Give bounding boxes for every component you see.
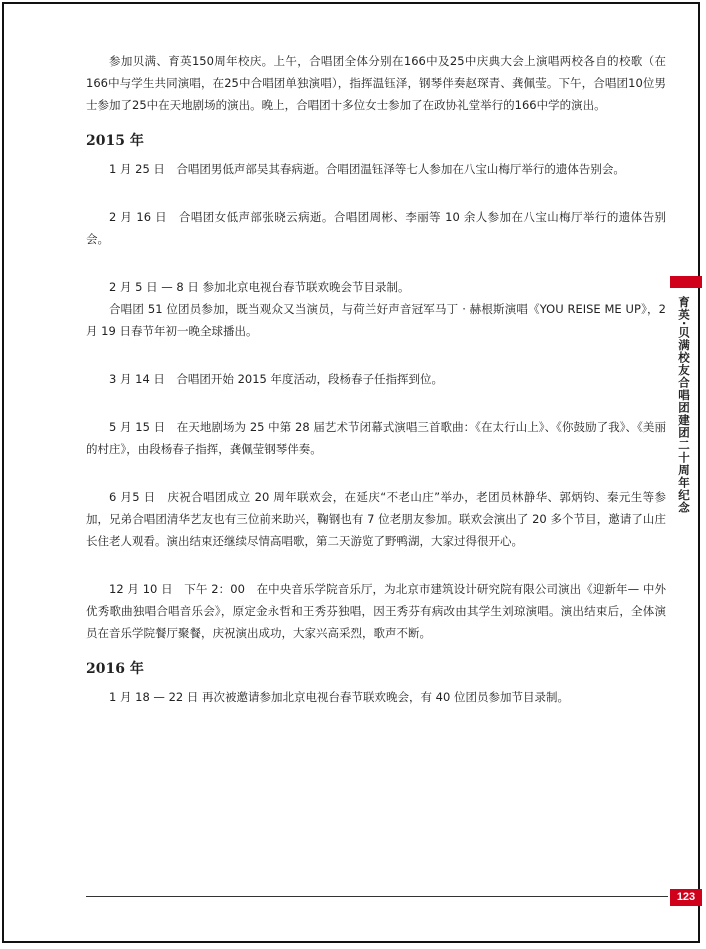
spacer bbox=[86, 180, 666, 206]
year-heading-2016: 2016 年 bbox=[86, 661, 144, 677]
entry-2015-jan25: 1 月 25 日 合唱团男低声部吴其春病逝。合唱团温钰泽等七人参加在八宝山梅厅举行的遗体告别会。 bbox=[109, 162, 625, 176]
footer-rule bbox=[86, 896, 668, 897]
spacer bbox=[86, 390, 666, 416]
entry-2015-feb16: 2 月 16 日 合唱团女低声部张晓云病逝。合唱团周彬、李丽等 10 余人参加在八宝山梅厅举行的遗体告别会。 bbox=[86, 210, 666, 246]
entry-2015-feb5-body: 合唱团 51 位团员参加，既当观众又当演员，与荷兰好声音冠军马丁 · 赫根斯演唱《YOU REISE ME UP》，2 月 19 日春节年初一晚全球播出。 bbox=[86, 302, 666, 338]
spacer bbox=[86, 250, 666, 276]
year-heading-2015: 2015 年 bbox=[86, 133, 144, 149]
entry-2015-may15: 5 月 15 日 在天地剧场为 25 中第 28 届艺术节闭幕式演唱三首歌曲：《在太行山上》、《你鼓励了我》、《美丽的村庄》，由段杨春子指挥，龚佩莹钢琴伴奏。 bbox=[86, 420, 666, 456]
page-number: 123 bbox=[670, 889, 702, 906]
document-page bbox=[2, 2, 700, 943]
page-content bbox=[86, 50, 666, 708]
entry-2015-jun5: 6 月5 日 庆祝合唱团成立 20 周年联欢会，在延庆“不老山庄”举办，老团员林静华、郭炳钧、秦元生等参加，兄弟合唱团清华艺友也有三位前来助兴，鞠钢也有 7 位老朋友参加。联欢会演出了 20 多个节目，邀请了山庄长住老人观看。演出结束还继续尽情高唱歌，第二天游览了野鸭湖，大家过得很开心。 bbox=[86, 490, 666, 548]
spacer bbox=[86, 342, 666, 368]
entry-2016-jan18: 1 月 18 — 22 日 再次被邀请参加北京电视台春节联欢晚会，有 40 位团员参加节目录制。 bbox=[109, 690, 569, 704]
paragraph-anniversary: 参加贝满、育英150周年校庆。上午，合唱团全体分别在166中及25中庆典大会上演唱两校各自的校歌（在166中与学生共同演唱，在25中合唱团单独演唱），指挥温钰泽，钢琴伴奏赵琛青、龚佩莹。下午，合唱团10位男士参加了25中在天地剧场的演出。晚上，合唱团十多位女士参加了在政协礼堂举行的166中学的演出。 bbox=[86, 54, 666, 112]
spacer bbox=[86, 552, 666, 578]
spacer bbox=[86, 460, 666, 486]
entry-2015-feb5-title: 2 月 5 日 — 8 日 参加北京电视台春节联欢晚会节目录制。 bbox=[109, 280, 410, 294]
side-tab-marker bbox=[670, 276, 702, 288]
side-running-title: 育英·贝满校友合唱团建团二十周年纪念 bbox=[677, 296, 691, 514]
entry-2015-dec10: 12 月 10 日 下午 2：00 在中央音乐学院音乐厅，为北京市建筑设计研究院有限公司演出《迎新年— 中外优秀歌曲独唱合唱音乐会》，原定金永哲和王秀芬独唱，因王秀芬有病改由其学生刘琼演唱。演出结束后，全体演员在音乐学院餐厅聚餐，庆祝演出成功，大家兴高采烈，歌声不断。 bbox=[86, 582, 666, 640]
entry-2015-mar14: 3 月 14 日 合唱团开始 2015 年度活动，段杨春子任指挥到位。 bbox=[109, 372, 443, 386]
